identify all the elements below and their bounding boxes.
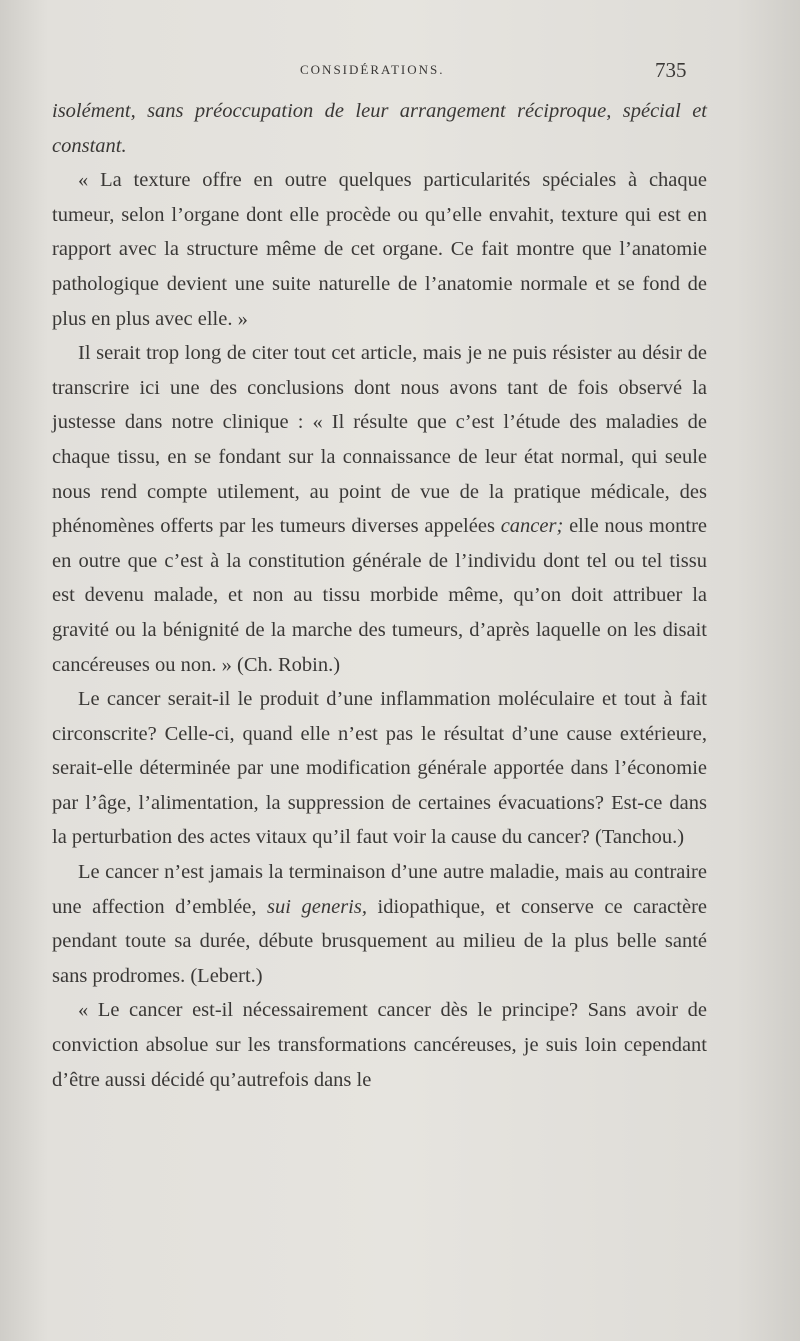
paragraph-text: elle nous montre en outre que c’est à la constitution générale de l’individu dont tel ou tel tissu est devenu malade, et non au tissu morbide même, qu’on doit attribuer la gravité ou la bénignité de la marche des tumeurs, d’après laquelle on les disait cancéreuses ou non. » (Ch. Robin.): [52, 515, 707, 676]
paragraph-p1: [52, 94, 707, 163]
paragraph-p2: [52, 163, 707, 336]
paragraph-p6: [52, 993, 707, 1097]
paragraph-text: Le cancer n’est jamais la terminaison d’une autre maladie, mais au contraire une affection d’emblée,: [52, 861, 707, 918]
italic-text: cancer;: [500, 515, 564, 538]
body-text: [52, 94, 707, 1097]
page-number: 735: [655, 58, 687, 82]
paragraph-p4: [52, 682, 707, 855]
paragraph-text: « La texture offre en outre quelques particularités spéciales à chaque tumeur, selon l’organe dont elle procède ou qu’elle envahit, texture qui est en rapport avec la structure même de cet organe. Ce fait montre que l’anatomie pathologique devient une suite naturelle de l’anatomie normale et se fond de plus en plus avec elle. »: [52, 169, 707, 330]
paragraph-text: Il serait trop long de citer tout cet article, mais je ne puis résister au désir de transcrire ici une des conclusions dont nous avons tant de fois observé la justesse dans notre clinique : « Il résulte que c’est l’étude des maladies de chaque tissu, en se fondant sur la connaissance de leur état normal, qui seule nous rend compte utilement, au point de vue de la pratique médicale, des phénomènes offerts par les tumeurs diverses appelées: [52, 342, 707, 538]
paragraph-p5: [52, 855, 707, 993]
running-title: CONSIDÉRATIONS.: [300, 62, 445, 77]
italic-text: sui generis,: [267, 895, 367, 918]
paragraph-text: idiopathique, et conserve ce caractère pendant toute sa durée, débute brusquement au milieu de la plus belle santé sans prodromes. (Lebert.): [52, 895, 708, 987]
paragraph-p3: [52, 336, 707, 682]
paragraph-text: « Le cancer est-il nécessairement cancer dès le principe? Sans avoir de conviction absolue sur les transformations cancéreuses, je suis loin cependant d’être aussi décidé qu’autrefois dans le: [52, 999, 707, 1091]
paragraph-text: Le cancer serait-il le produit d’une inflammation moléculaire et tout à fait circonscrite? Celle-ci, quand elle n’est pas le résultat d’une cause extérieure, serait-elle déterminée par une modification générale apportée dans l’économie par l’âge, l’alimentation, la suppression de certaines évacuations? Est-ce dans la perturbation des actes vitaux qu’il faut voir la cause du cancer? (Tanchou.): [52, 688, 707, 849]
italic-text: isolément, sans préoccupation de leur arrangement réciproque, spécial et constant.: [52, 100, 707, 157]
page-header: [0, 58, 800, 86]
